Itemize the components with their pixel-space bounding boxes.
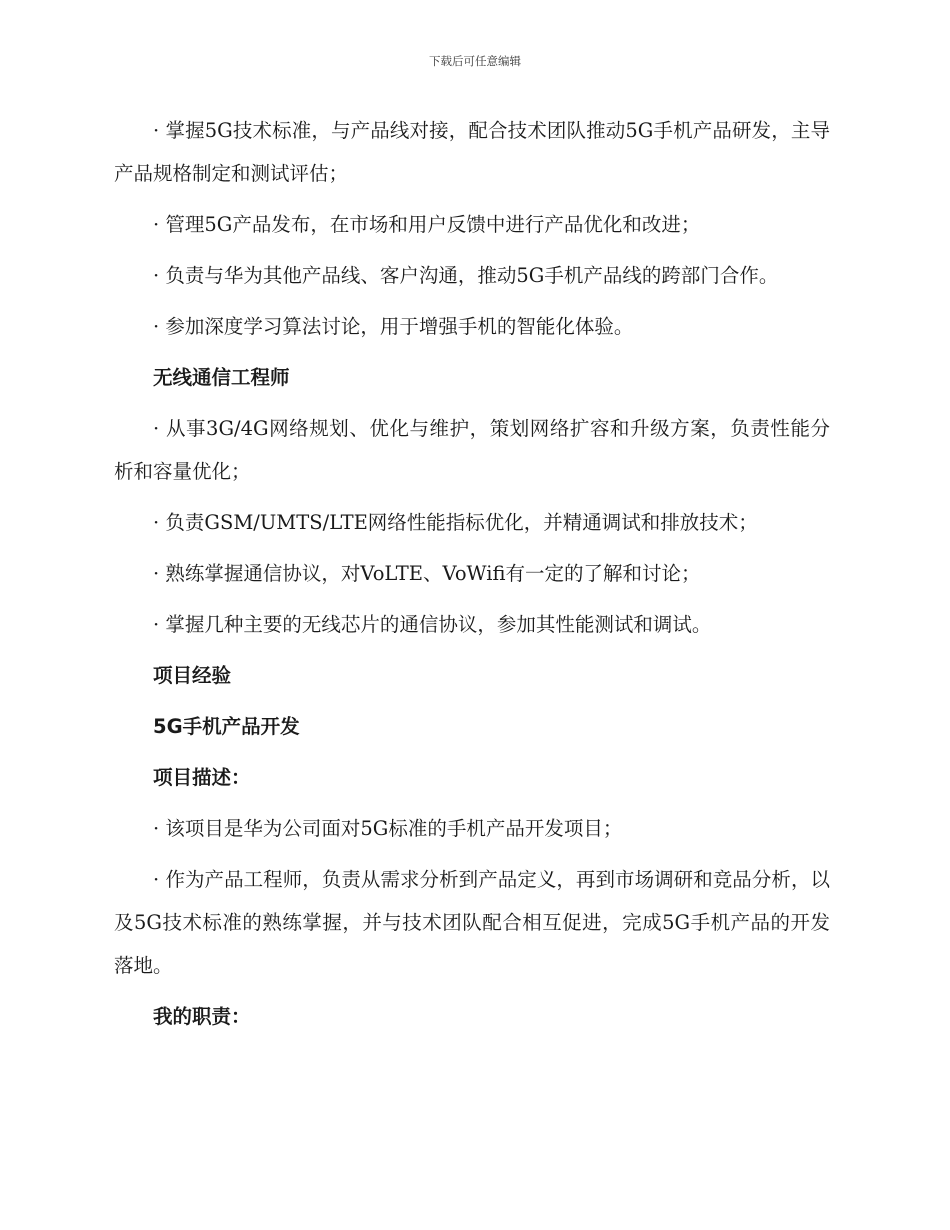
page-header: 下载后可任意编辑: [429, 54, 521, 68]
bullet-item: · 负责与华为其他产品线、客户沟通，推动5G手机产品线的跨部门合作。: [153, 264, 779, 287]
section-heading-wireless-engineer: 无线通信工程师: [153, 366, 290, 389]
bullet-item: · 该项目是华为公司面对5G标准的手机产品开发项目；: [153, 817, 623, 840]
section-heading-project-experience: 项目经验: [153, 664, 232, 687]
bullet-item: · 负责GSM/UMTS/LTE网络性能指标优化，并精通调试和排放技术；: [153, 511, 758, 534]
bullet-item: · 作为产品工程师，负责从需求分析到产品定义，再到市场调研和竞品分析，以及5G技术标准的熟练掌握，并与技术团队配合相互促进，完成5G手机产品的开发落地。: [114, 868, 830, 977]
bullet-item: · 从事3G/4G网络规划、优化与维护，策划网络扩容和升级方案，负责性能分析和容量优化；: [114, 417, 830, 483]
bullet-item: · 参加深度学习算法讨论，用于增强手机的智能化体验。: [153, 315, 634, 338]
bullet-item: · 管理5G产品发布，在市场和用户反馈中进行产品优化和改进；: [153, 213, 701, 236]
bullet-item: · 掌握5G技术标准，与产品线对接，配合技术团队推动5G手机产品研发，主导产品规格制定和测试评估；: [114, 119, 830, 185]
project-title: 5G手机产品开发: [153, 715, 300, 738]
responsibilities-heading: 我的职责：: [153, 1005, 251, 1028]
page-content: [114, 109, 830, 1046]
project-description-heading: 项目描述：: [153, 766, 251, 789]
bullet-item: · 掌握几种主要的无线芯片的通信协议，参加其性能测试和调试。: [153, 613, 712, 636]
bullet-item: · 熟练掌握通信协议，对VoLTE、VoWifi有一定的了解和讨论；: [153, 562, 701, 585]
